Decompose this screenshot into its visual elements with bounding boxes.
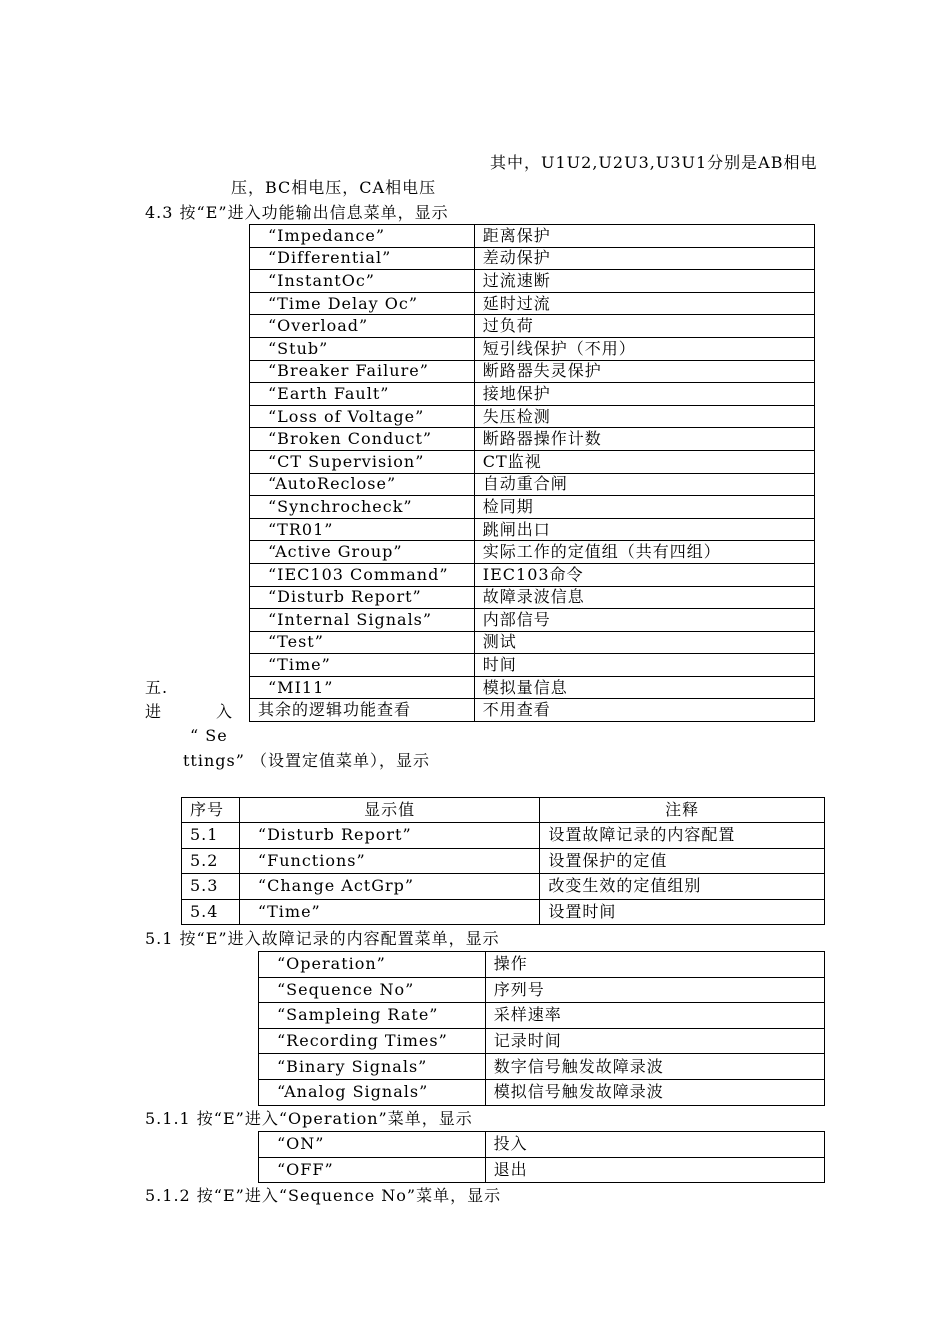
display-value-cell: “Overload” (250, 315, 475, 338)
table-row (250, 676, 815, 699)
section-5-1-heading: 5.1 按“E”进入故障记录的内容配置菜单，显示 (145, 929, 500, 948)
display-value-cell: “Functions” (239, 848, 539, 874)
section-5-label-b: 进 (145, 702, 163, 721)
display-value-cell: “Sequence No” (259, 977, 486, 1003)
table-row (182, 823, 825, 849)
display-value-cell: “Time” (239, 899, 539, 925)
meaning-cell: 内部信号 (474, 609, 814, 632)
header-no: 序号 (182, 798, 240, 823)
display-value-cell: “InstantOc” (250, 270, 475, 293)
disturb-report-table (258, 951, 825, 1106)
display-value-cell: “Disturb Report” (250, 586, 475, 609)
display-value-cell: “Time Delay Oc” (250, 292, 475, 315)
serial-no-cell: 5.2 (182, 848, 240, 874)
meaning-cell: 序列号 (485, 977, 824, 1003)
table-row (250, 631, 815, 654)
meaning-cell: IEC103命令 (474, 563, 814, 586)
meaning-cell: CT监视 (474, 450, 814, 473)
note-cell: 改变生效的定值组别 (540, 874, 825, 900)
table-row (250, 247, 815, 270)
display-value-cell: “MI11” (250, 676, 475, 699)
meaning-cell: 投入 (485, 1132, 824, 1158)
meaning-cell: 采样速率 (485, 1003, 824, 1029)
display-value-cell: “CT Supervision” (250, 450, 475, 473)
section-5-1-1-heading: 5.1.1 按“E”进入“Operation”菜单，显示 (145, 1109, 473, 1128)
meaning-cell: 距离保护 (474, 225, 814, 248)
display-value-cell: “Differential” (250, 247, 475, 270)
settings-header-row (182, 798, 825, 823)
display-value-cell: “TR01” (250, 518, 475, 541)
table-row (259, 952, 825, 978)
section-4-3-heading: 4.3 按“E”进入功能输出信息菜单，显示 (145, 203, 449, 222)
serial-no-cell: 5.3 (182, 874, 240, 900)
intro-line-2: 压，BC相电压，CA相电压 (231, 178, 437, 197)
table-row (259, 1028, 825, 1054)
note-cell: 设置保护的定值 (540, 848, 825, 874)
meaning-cell: 数字信号触发故障录波 (485, 1054, 824, 1080)
display-value-cell: “Active Group” (250, 541, 475, 564)
table-row (250, 586, 815, 609)
table-row (250, 609, 815, 632)
meaning-cell: 跳闸出口 (474, 518, 814, 541)
meaning-cell: 记录时间 (485, 1028, 824, 1054)
table-row (259, 1132, 825, 1158)
display-value-cell: “Internal Signals” (250, 609, 475, 632)
operation-table (258, 1131, 825, 1183)
meaning-cell: 模拟量信息 (474, 676, 814, 699)
display-value-cell: “IEC103 Command” (250, 563, 475, 586)
meaning-cell: 过流速断 (474, 270, 814, 293)
table-row (250, 270, 815, 293)
serial-no-cell: 5.1 (182, 823, 240, 849)
display-value-cell: “Operation” (259, 952, 486, 978)
table-row (182, 848, 825, 874)
display-value-cell: “Time” (250, 654, 475, 677)
table-row (259, 977, 825, 1003)
table-row (250, 360, 815, 383)
table-row (259, 1054, 825, 1080)
table-row (250, 563, 815, 586)
display-value-cell: “Analog Signals” (259, 1079, 486, 1105)
table-row (250, 405, 815, 428)
meaning-cell: 检同期 (474, 496, 814, 519)
meaning-cell: 断路器操作计数 (474, 428, 814, 451)
table-row (182, 874, 825, 900)
meaning-cell: 延时过流 (474, 292, 814, 315)
table-row (250, 337, 815, 360)
table-row (182, 899, 825, 925)
display-value-cell: “Breaker Failure” (250, 360, 475, 383)
meaning-cell: 模拟信号触发故障录波 (485, 1079, 824, 1105)
meaning-cell: 自动重合闸 (474, 473, 814, 496)
table-row (250, 225, 815, 248)
section-5-line-3: “ Se (190, 726, 228, 745)
display-value-cell: “Broken Conduct” (250, 428, 475, 451)
display-value-cell: “Synchrocheck” (250, 496, 475, 519)
display-value-cell: 其余的逻辑功能查看 (250, 699, 475, 722)
display-value-cell: “Disturb Report” (239, 823, 539, 849)
display-value-cell: “Earth Fault” (250, 383, 475, 406)
meaning-cell: 实际工作的定值组（共有四组） (474, 541, 814, 564)
meaning-cell: 操作 (485, 952, 824, 978)
note-cell: 设置时间 (540, 899, 825, 925)
display-value-cell: “Loss of Voltage” (250, 405, 475, 428)
header-note: 注释 (540, 798, 825, 823)
table-row (250, 541, 815, 564)
table-row (250, 699, 815, 722)
table-row (250, 518, 815, 541)
meaning-cell: 过负荷 (474, 315, 814, 338)
table-row (259, 1157, 825, 1183)
section-5-label-a: 五. (145, 678, 169, 697)
display-value-cell: “Test” (250, 631, 475, 654)
meaning-cell: 不用查看 (474, 699, 814, 722)
section-5-line-4: ttings” （设置定值菜单），显示 (183, 751, 431, 770)
table-row (250, 654, 815, 677)
meaning-cell: 失压检测 (474, 405, 814, 428)
meaning-cell: 差动保护 (474, 247, 814, 270)
table-row (250, 450, 815, 473)
display-value-cell: “ON” (259, 1132, 486, 1158)
display-value-cell: “OFF” (259, 1157, 486, 1183)
meaning-cell: 时间 (474, 654, 814, 677)
intro-line-1: 其中，U1U2,U2U3,U3U1分别是AB相电 (490, 153, 818, 172)
table-row (250, 315, 815, 338)
table-row (250, 383, 815, 406)
header-display: 显示值 (239, 798, 539, 823)
display-value-cell: “Sampleing Rate” (259, 1003, 486, 1029)
meaning-cell: 退出 (485, 1157, 824, 1183)
table-row (259, 1003, 825, 1029)
display-value-cell: “Recording Times” (259, 1028, 486, 1054)
display-value-cell: “Binary Signals” (259, 1054, 486, 1080)
table-row (250, 428, 815, 451)
table-row (250, 473, 815, 496)
meaning-cell: 故障录波信息 (474, 586, 814, 609)
table-row (259, 1079, 825, 1105)
section-5-label-c: 入 (216, 702, 234, 721)
meaning-cell: 测试 (474, 631, 814, 654)
serial-no-cell: 5.4 (182, 899, 240, 925)
table-row (250, 496, 815, 519)
note-cell: 设置故障记录的内容配置 (540, 823, 825, 849)
table-row (250, 292, 815, 315)
display-value-cell: “Impedance” (250, 225, 475, 248)
display-value-cell: “Change ActGrp” (239, 874, 539, 900)
meaning-cell: 短引线保护（不用） (474, 337, 814, 360)
function-output-table (249, 224, 815, 722)
section-5-1-2-heading: 5.1.2 按“E”进入“Sequence No”菜单，显示 (145, 1186, 502, 1205)
meaning-cell: 接地保护 (474, 383, 814, 406)
display-value-cell: “Stub” (250, 337, 475, 360)
display-value-cell: “AutoReclose” (250, 473, 475, 496)
settings-table (181, 797, 825, 925)
meaning-cell: 断路器失灵保护 (474, 360, 814, 383)
